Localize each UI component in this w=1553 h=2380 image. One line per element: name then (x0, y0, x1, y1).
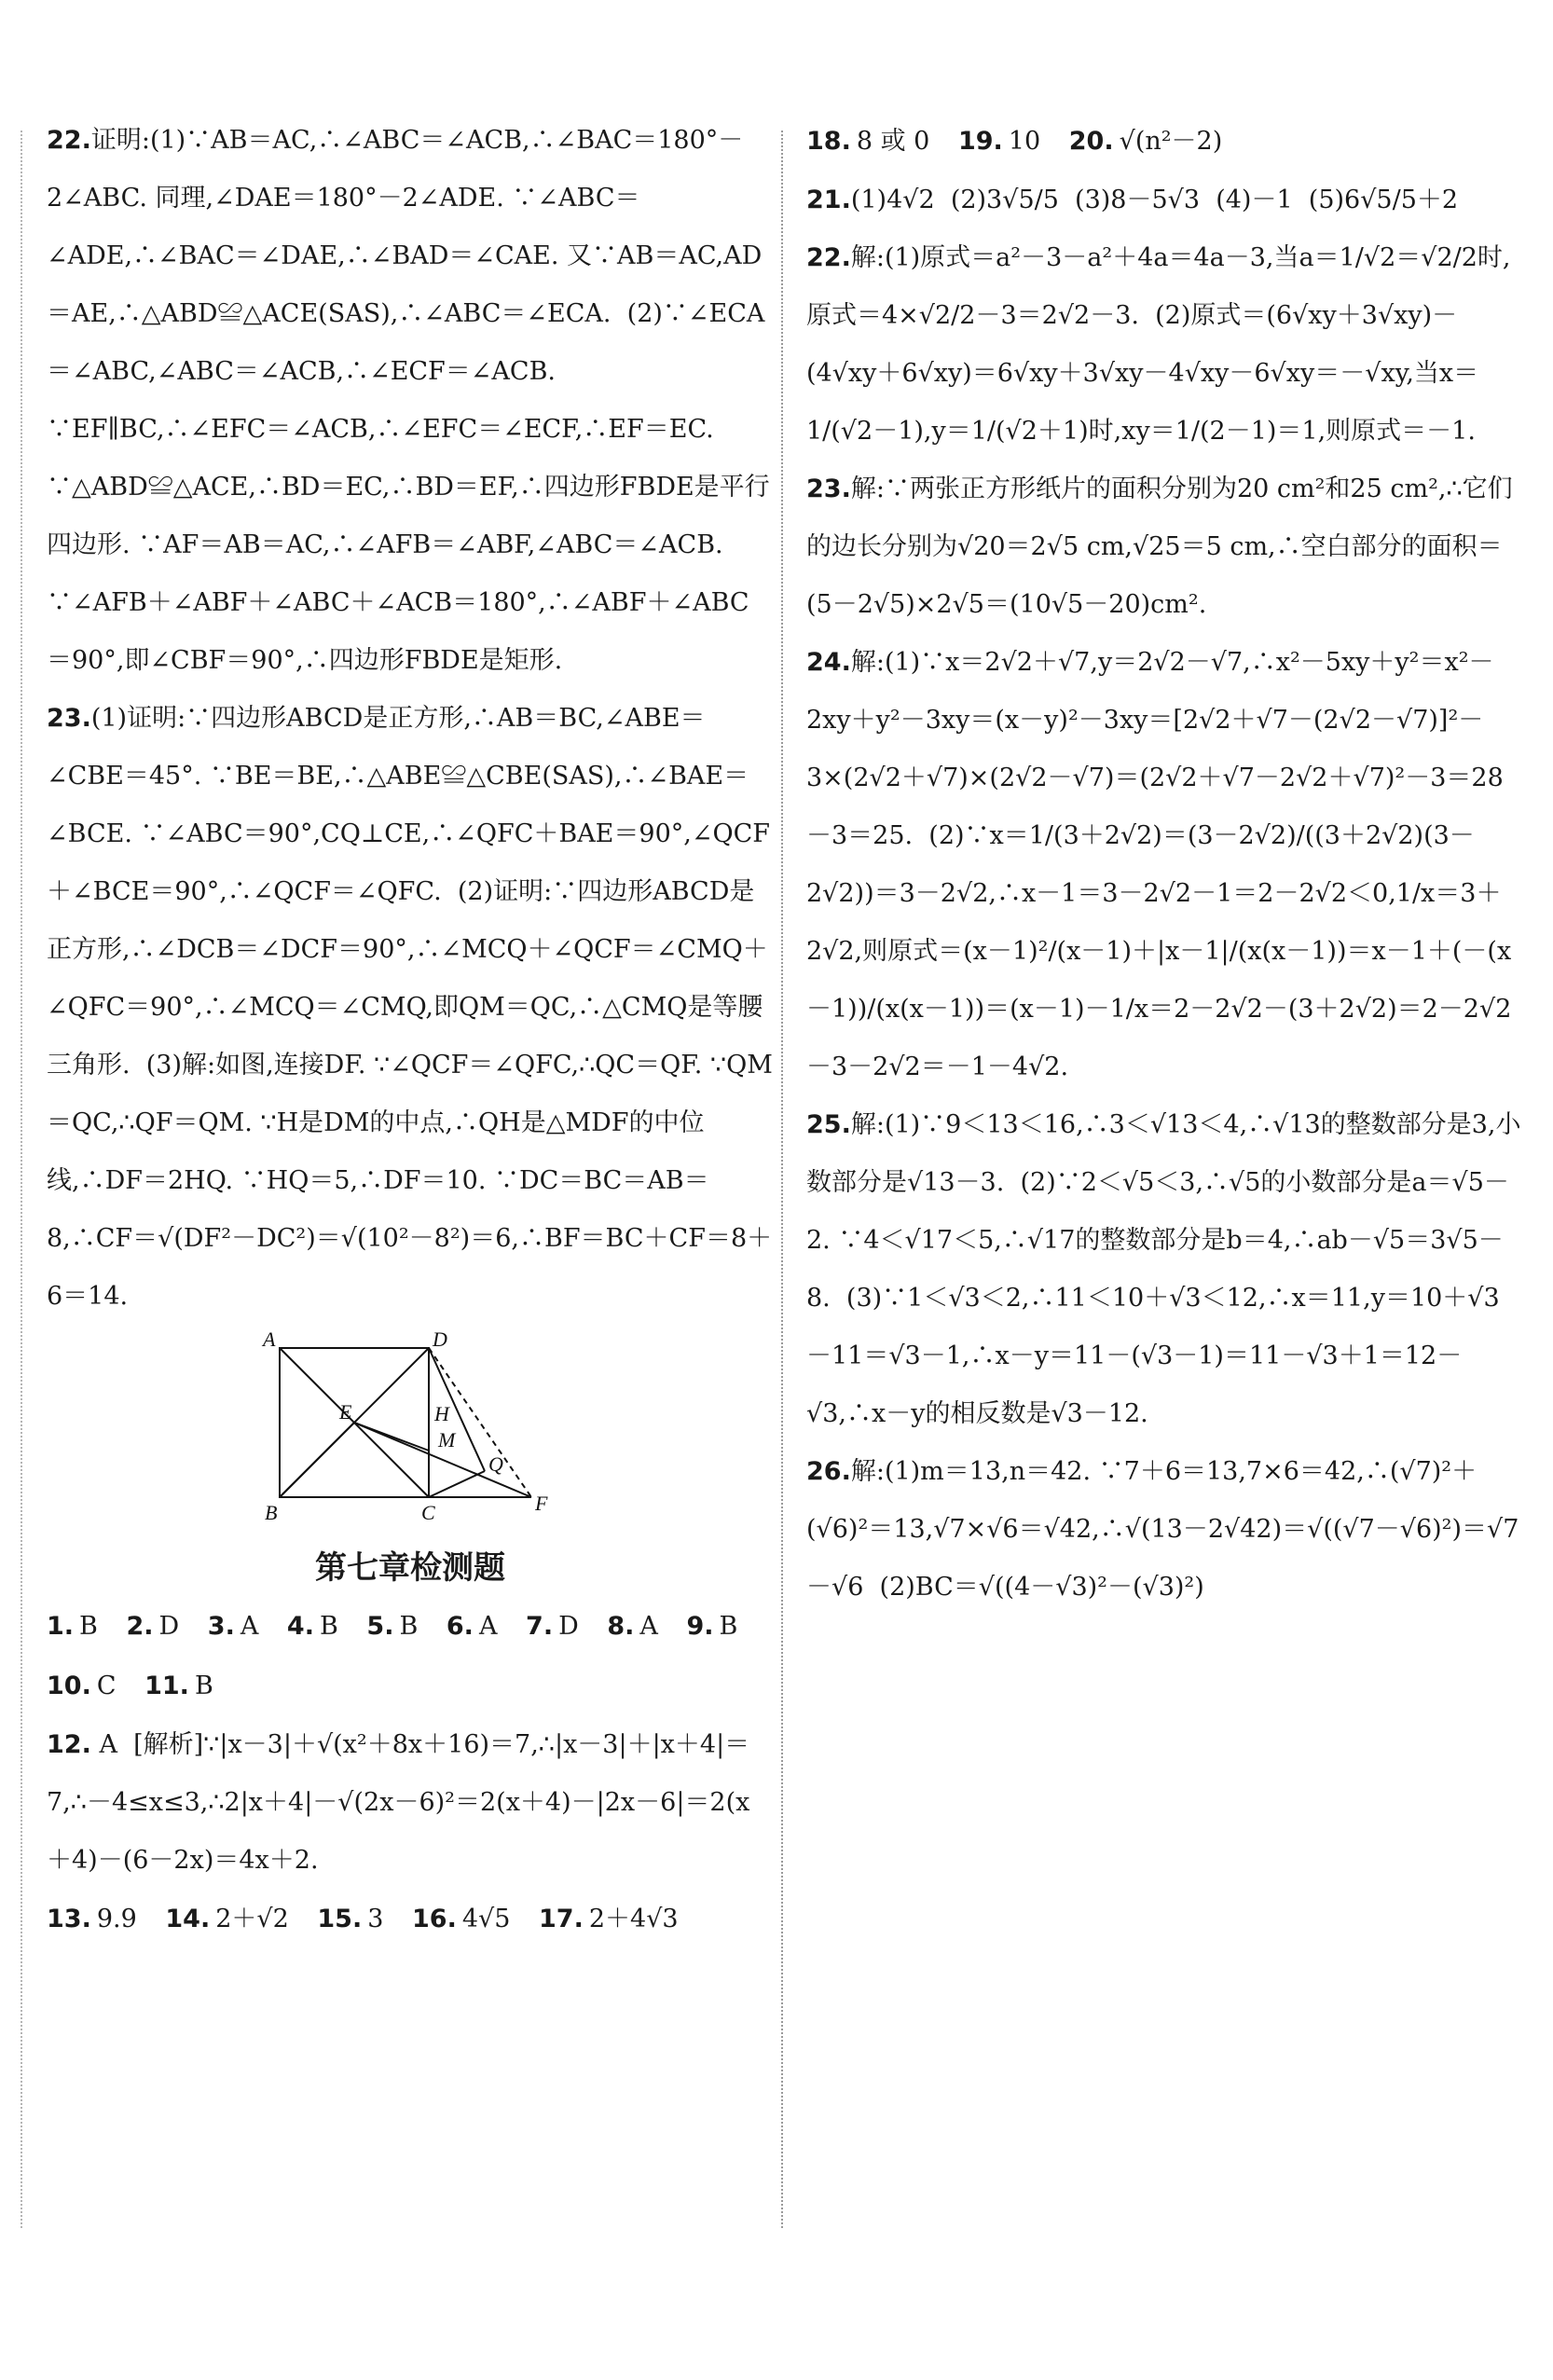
q-num: 14. (165, 1905, 211, 1933)
answer-23-right (806, 461, 1524, 634)
column-divider (781, 131, 783, 2228)
answer-text: 解:(1)m＝13,n＝42. ∵7＋6＝13,7×6＝42,∴(√7)²＋(√6)²＝13,√7×√6＝√42,∴√(13－2√42)＝√((√7－√6)²)＝√7－√6 (2)BC＝√((4－√3)²－(√3)²) (806, 1457, 1519, 1602)
label-H: H (434, 1402, 449, 1425)
q-answer: D (158, 1612, 180, 1641)
q-answer: B (319, 1612, 338, 1641)
answer-26 (806, 1443, 1524, 1616)
q-num: 16. (412, 1905, 457, 1933)
q-num: 10. (47, 1672, 91, 1700)
q-num: 13. (47, 1905, 91, 1933)
question-number: 25. (806, 1110, 851, 1139)
question-number: 21. (806, 186, 851, 214)
q-num: 17. (539, 1905, 584, 1933)
question-number: 24. (806, 648, 851, 677)
question-number: 26. (806, 1457, 851, 1486)
q-answer: 2＋√2 (215, 1905, 289, 1933)
q-num: 11. (144, 1672, 189, 1700)
answer-22-left (47, 112, 774, 690)
q-num: 20. (1068, 127, 1114, 156)
q-answer: B (79, 1612, 98, 1641)
label-C: C (421, 1501, 435, 1524)
geometry-figure (261, 1329, 578, 1534)
q-num: 7. (526, 1612, 554, 1641)
q-num: 5. (366, 1612, 394, 1641)
q-num: 1. (47, 1612, 75, 1641)
question-number: 22. (47, 126, 91, 155)
label-Q: Q (488, 1452, 503, 1476)
q-answer: 8 或 0 (856, 127, 930, 156)
q-answer: C (96, 1672, 117, 1700)
left-column (47, 112, 774, 1949)
label-F: F (535, 1492, 548, 1515)
answer-21 (806, 172, 1524, 229)
choice-row-1 (47, 1597, 774, 1657)
answer-24 (806, 634, 1524, 1096)
question-number: 23. (806, 475, 851, 503)
q-answer: 3 (367, 1905, 384, 1933)
fill-row-right (806, 112, 1524, 172)
label-A: A (263, 1329, 276, 1351)
question-number: 12. (47, 1730, 91, 1759)
q-answer: A (639, 1612, 658, 1641)
q-num: 18. (806, 127, 851, 156)
answer-12 (47, 1716, 774, 1890)
label-E: E (339, 1400, 352, 1424)
q-answer: 9.9 (96, 1905, 137, 1933)
label-M: M (438, 1428, 456, 1451)
q-num: 2. (126, 1612, 154, 1641)
q-answer: B (399, 1612, 419, 1641)
answer-text: (1)4√2 (2)3√5/5 (3)8－5√3 (4)－1 (5)6√5/5＋2 (850, 186, 1459, 214)
q-answer: 2＋4√3 (588, 1905, 679, 1933)
q-num: 8. (607, 1612, 635, 1641)
chapter-title: 第七章检测题 (315, 1549, 505, 1587)
answer-22-right (806, 229, 1524, 461)
choice-row-2 (47, 1657, 774, 1716)
q-answer: 10 (1008, 127, 1041, 156)
answer-text: 解:(1)∵9＜13＜16,∴3＜√13＜4,∴√13的整数部分是3,小数部分是√13－3. (2)∵2＜√5＜3,∴√5的小数部分是a＝√5－2. ∵4＜√17＜5,∴√17的整数部分是b＝4,∴ab－√5＝3√5－8. (3)∵1＜√3＜2,∴11＜10＋√3＜12,∴x＝11,y＝10＋√3－11＝√3－1,∴x－y＝11－(√3－1)＝11－√3＋1＝12－√3,∴x－y的相反数是√3－12. (806, 1110, 1521, 1428)
question-number: 22. (806, 243, 851, 272)
q-num: 15. (317, 1905, 363, 1933)
answer-text: 解:(1)∵x＝2√2＋√7,y＝2√2－√7,∴x²－5xy＋y²＝x²－2xy＋y²－3xy＝(x－y)²－3xy＝[2√2＋√7－(2√2－√7)]²－3×(2√2＋√7)×(2√2－√7)＝(2√2＋√7－2√2＋√7)²－3＝28－3＝25. (2)∵x＝1/(3＋2√2)＝(3－2√2)/((3＋2√2)(3－2√2))＝3－2√2,∴x－1＝3－2√2－1＝2－2√2＜0,1/x＝3＋2√2,则原式＝(x－1)²/(x－1)＋|x－1|/(x(x－1))＝x－1＋(－(x－1))/(x(x－1))＝(x－1)－1/x＝2－2√2－(3＋2√2)＝2－2√2－3－2√2＝－1－4√2. (806, 648, 1512, 1081)
q-answer: D (558, 1612, 579, 1641)
fill-row-left (47, 1890, 774, 1949)
label-B: B (265, 1501, 278, 1524)
left-margin-dots (21, 131, 22, 2228)
q-num: 19. (957, 127, 1003, 156)
q-num: 6. (446, 1612, 474, 1641)
q-num: 4. (286, 1612, 314, 1641)
answer-text: 证明:(1)∵AB＝AC,∴∠ABC＝∠ACB,∴∠BAC＝180°－2∠ABC. 同理,∠DAE＝180°－2∠ADE. ∵∠ABC＝∠ADE,∴∠BAC＝∠DAE,∴∠BAD＝∠CAE. 又∵AB＝AC,AD＝AE,∴△ABD≌△ACE(SAS),∴∠ABC＝∠ECA. (2)∵∠ECA＝∠ABC,∠ABC＝∠ACB,∴∠ECF＝∠ACB. ∵EF∥BC,∴∠EFC＝∠ACB,∴∠EFC＝∠ECF,∴EF＝EC. ∵△ABD≌△ACE,∴BD＝EC,∴BD＝EF,∴四边形FBDE是平行四边形. ∵AF＝AB＝AC,∴∠AFB＝∠ABF,∠ABC＝∠ACB. ∵∠AFB＋∠ABF＋∠ABC＋∠ACB＝180°,∴∠ABF＋∠ABC＝90°,即∠CBF＝90°,∴四边形FBDE是矩形. (47, 126, 770, 675)
q-num: 3. (207, 1612, 235, 1641)
label-D: D (433, 1329, 447, 1351)
q-answer: A (478, 1612, 498, 1641)
q-num: 9. (686, 1612, 714, 1641)
answer-text: 解:(1)原式＝a²－3－a²＋4a＝4a－3,当a＝1/√2＝√2/2时,原式＝4×√2/2－3＝2√2－3. (2)原式＝(6√xy＋3√xy)－(4√xy＋6√xy)＝6√xy＋3√xy－4√xy－6√xy＝－√xy,当x＝1/(√2－1),y＝1/(√2＋1)时,xy＝1/(2－1)＝1,则原式＝－1. (806, 243, 1511, 446)
q-answer: B (719, 1612, 738, 1641)
answer-23-left (47, 690, 774, 1326)
right-column (806, 112, 1524, 1616)
q-answer: B (194, 1672, 213, 1700)
answer-text: 解:∵两张正方形纸片的面积分别为20 cm²和25 cm²,∴它们的边长分别为√20＝2√5 cm,√25＝5 cm,∴空白部分的面积＝(5－2√5)×2√5＝(10√5－20)cm². (806, 475, 1513, 619)
q-answer: √(n²－2) (1119, 127, 1223, 156)
answer-text: A [解析]∵|x－3|＋√(x²＋8x＋16)＝7,∴|x－3|＋|x＋4|＝7,∴－4≤x≤3,∴2|x＋4|－√(2x－6)²＝2(x＋4)－|2x－6|＝2(x＋4)－(6－2x)＝4x＋2. (47, 1730, 750, 1875)
answer-25 (806, 1096, 1524, 1443)
q-answer: A (240, 1612, 259, 1641)
q-answer: 4√5 (461, 1905, 511, 1933)
question-number: 23. (47, 704, 91, 733)
answer-text: (1)证明:∵四边形ABCD是正方形,∴AB＝BC,∠ABE＝∠CBE＝45°. ∵BE＝BE,∴△ABE≌△CBE(SAS),∴∠BAE＝∠BCE. ∵∠ABC＝90°,CQ⊥CE,∴∠QFC＋BAE＝90°,∠QCF＋∠BCE＝90°,∴∠QCF＝∠QFC. (2)证明:∵四边形ABCD是正方形,∴∠DCB＝∠DCF＝90°,∴∠MCQ＋∠QCF＝∠CMQ＋∠QFC＝90°,∴∠MCQ＝∠CMQ,即QM＝QC,∴△CMQ是等腰三角形. (3)解:如图,连接DF. ∵∠QCF＝∠QFC,∴QC＝QF. ∵QM＝QC,∴QF＝QM. ∵H是DM的中点,∴QH是△MDF的中位线,∴DF＝2HQ. ∵HQ＝5,∴DF＝10. ∵DC＝BC＝AB＝8,∴CF＝√(DF²－DC²)＝√(10²－8²)＝6,∴BF＝BC＋CF＝8＋6＝14. (47, 704, 773, 1311)
